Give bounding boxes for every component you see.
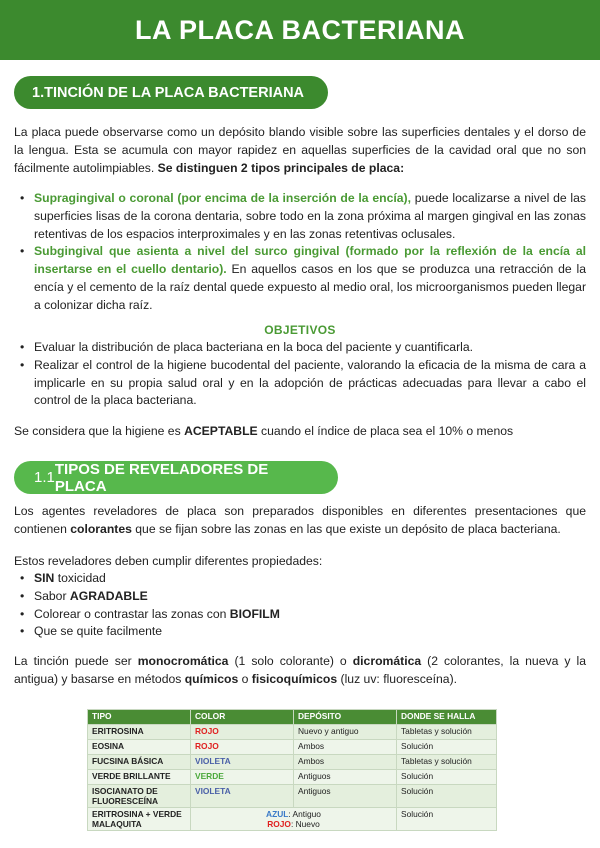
table-row: FUCSINA BÁSICA VIOLETA Ambos Tabletas y solución [88, 755, 497, 770]
revealers-table [87, 709, 497, 831]
props-list [14, 570, 586, 641]
table-row: ERITROSINA ROJO Nuevo y antiguo Tabletas y solución [88, 725, 497, 740]
column-header: COLOR [191, 710, 294, 725]
objectives-list [14, 339, 586, 410]
list-item: • Evaluar la distribución de placa bacteriana en la boca del paciente y cuantificarla. [14, 339, 586, 357]
column-header: TIPO [88, 710, 191, 725]
column-header: DONDE SE HALLA [397, 710, 497, 725]
table-row: ERITROSINA + VERDE MALAQUITA AZUL: Antiguo ROJO: Nuevo Solución [88, 808, 497, 831]
list-item: • Que se quite facilmente [14, 623, 586, 641]
section1-heading: 1.TINCIÓN DE LA PLACA BACTERIANA [14, 76, 328, 109]
combined-deposit-cell: AZUL: Antiguo ROJO: Nuevo [191, 808, 397, 831]
section2-intro: Los agentes reveladores de placa son preparados disponibles en diferentes presentaciones que contienen colorantes que se fijan sobre las zonas en las que existe un depósito de placa bacteriana. [14, 504, 586, 536]
list-item: • Subgingival que asienta a nivel del surco gingival (formado por la reflexión de la encía al insertarse en el cuello dentario). En aquellos casos en los que se produzca una retracción de la encía y el cemento de la raíz dental quede expuesto al medio oral, los microorganismos pueden llegar a colonizar dicha raíz. [14, 243, 586, 314]
list-item: • Sabor AGRADABLE [14, 588, 586, 606]
list-item: • Realizar el control de la higiene bucodental del paciente, valorando la eficacia de la misma de cara a implicarle en su propia salud oral y en la adopción de prácticas adecuadas para llevar a cabo el control de la placa bacteriana. [14, 357, 586, 410]
list-item: • Colorear o contrastar las zonas con BIOFILM [14, 606, 586, 624]
objectives-title: OBJETIVOS [264, 323, 336, 337]
plaque-types-list [14, 190, 586, 315]
table-row: EOSINA ROJO Ambos Solución [88, 740, 497, 755]
column-header: DEPÓSITO [294, 710, 397, 725]
list-item: • SIN toxicidad [14, 570, 586, 588]
page-title: LA PLACA BACTERIANA [135, 14, 465, 45]
section1-intro: La placa puede observarse como un depósito blando visible sobre las superficies dentales y el dorso de la lengua. Esta se acumula con mayor rapidez en aquellas superficies de la cavidad oral que no son fácilmente autolimpiables. Se distinguen 2 tipos principales de placa: [14, 125, 586, 175]
table-row: ISOCIANATO DE FLUORESCEÍNA VIOLETA Antiguos Solución [88, 785, 497, 808]
tincion-paragraph: La tinción puede ser monocromática (1 solo colorante) o dicromática (2 colorantes, la nueva y la antigua) y basarse en métodos químicos o fisicoquímicos (luz uv: fluoresceína). [14, 654, 586, 686]
title-banner [0, 0, 600, 60]
list-item: • Supragingival o coronal (por encima de la inserción de la encía), puede localizarse a nivel de las superficies lisas de la corona dentaria, sobre todo en la zona próxima al margen gingival en las zonas retentivas de los espacios interproximales y en las zonas retentivas oclusales. [14, 190, 586, 243]
acceptable-note: Se considera que la higiene es ACEPTABLE cuando el índice de placa sea el 10% o menos [14, 424, 514, 438]
props-intro: Estos reveladores deben cumplir diferentes propiedades: [14, 554, 323, 568]
section2-heading: 1.1 TIPOS DE REVELADORES DE PLACA [14, 461, 338, 494]
table-row: VERDE BRILLANTE VERDE Antiguos Solución [88, 770, 497, 785]
table-header-row [88, 710, 497, 725]
